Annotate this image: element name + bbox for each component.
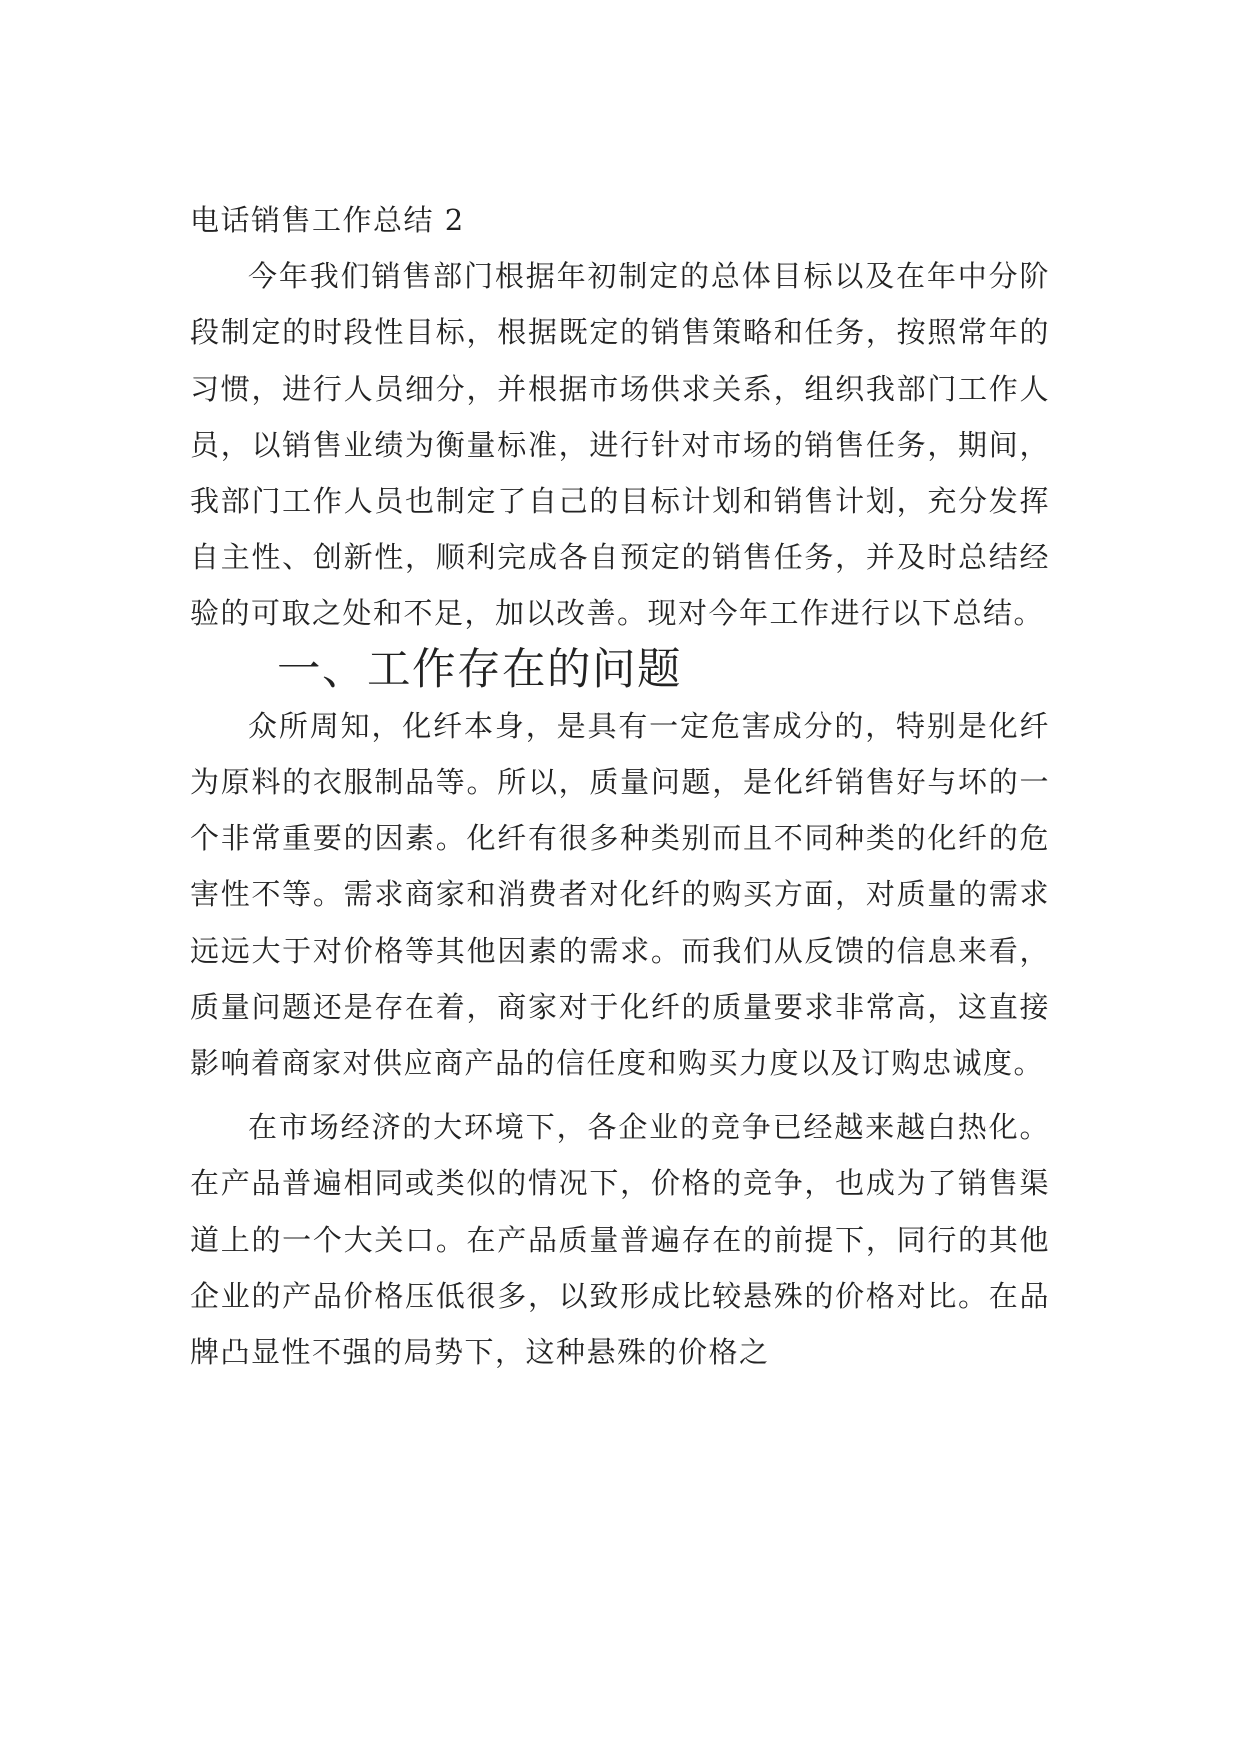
section-paragraph-price: 在市场经济的大环境下，各企业的竞争已经越来越白热化。在产品普遍相同或类似的情况下，价格的竞争，也成为了销售渠道上的一个大关口。在产品质量普遍存在的前提下，同行的其他企业的产品价格压低很多，以致形成比较悬殊的价格对比。在品牌凸显性不强的局势下，这种悬殊的价格之 (190, 1110, 1050, 1370)
intro-paragraph: 今年我们销售部门根据年初制定的总体目标以及在年中分阶段制定的时段性目标，根据既定的销售策略和任务，按照常年的习惯，进行人员细分，并根据市场供求关系，组织我部门工作人员，以销售业绩为衡量标准，进行针对市场的销售任务，期间，我部门工作人员也制定了自己的目标计划和销售计划，充分发挥自主性、创新性，顺利完成各自预定的销售任务，并及时总结经验的可取之处和不足，加以改善。现对今年工作进行以下总结。 (190, 259, 1050, 631)
document-title: 电话销售工作总结 2 (190, 203, 465, 237)
section-paragraph-quality: 众所周知，化纤本身，是具有一定危害成分的，特别是化纤为原料的衣服制品等。所以，质量问题，是化纤销售好与坏的一个非常重要的因素。化纤有很多种类别而且不同种类的化纤的危害性不等。需求商家和消费者对化纤的购买方面，对质量的需求远远大于对价格等其他因素的需求。而我们从反馈的信息来看，质量问题还是存在着，商家对于化纤的质量要求非常高，这直接影响着商家对供应商产品的信任度和购买力度以及订购忠诚度。 (190, 708, 1050, 1081)
paragraph-spacer (190, 1091, 1050, 1099)
document-body (190, 192, 1050, 1380)
section-heading-problems: 一、工作存在的问题 (277, 644, 682, 695)
